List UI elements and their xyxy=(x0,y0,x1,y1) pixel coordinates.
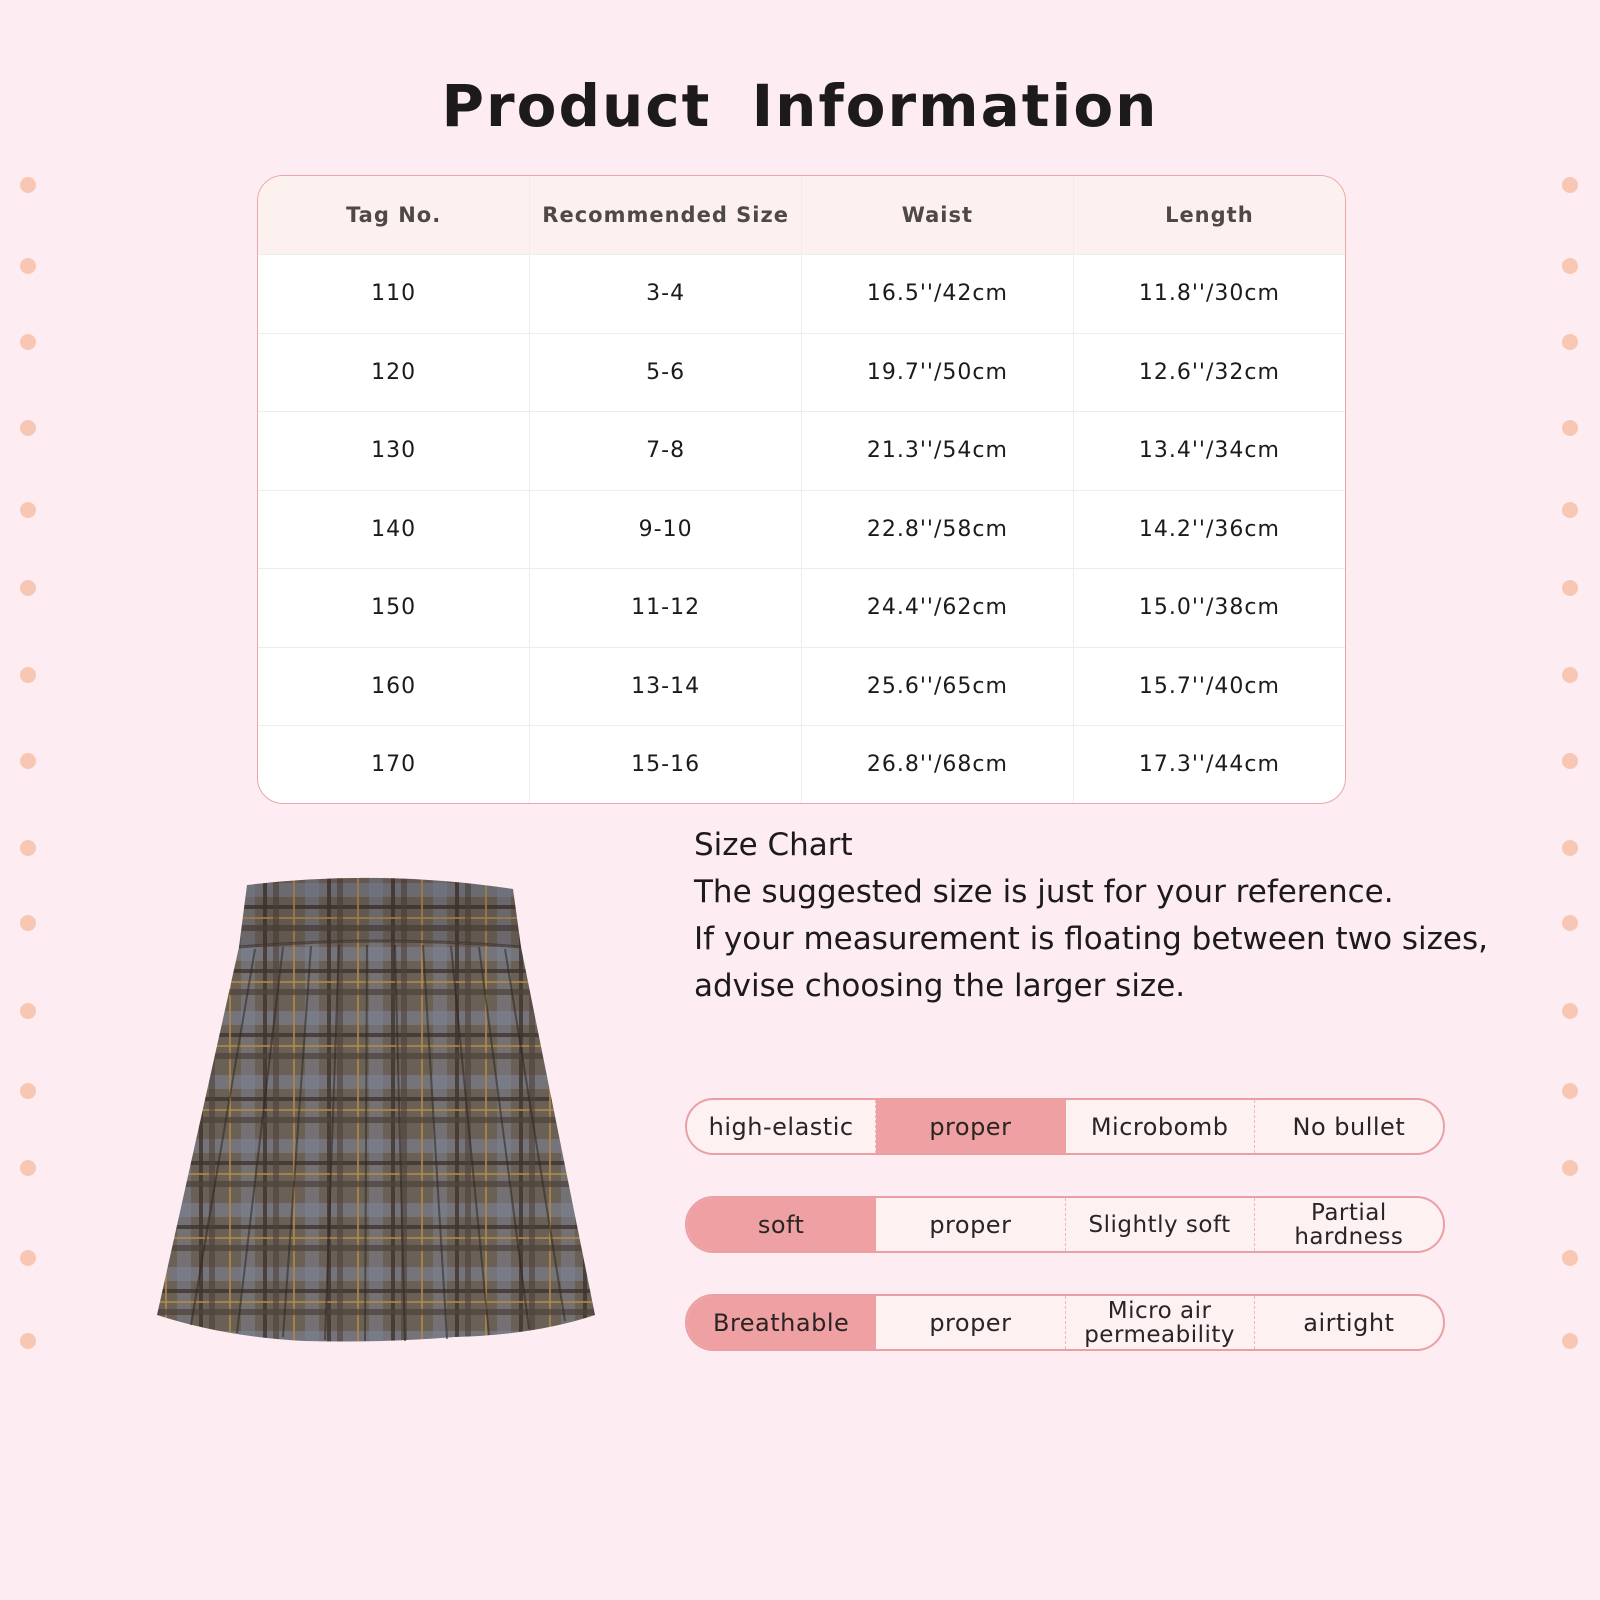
table-row xyxy=(258,412,1345,491)
column-header-length: Length xyxy=(1073,176,1345,255)
column-header-tag-no: Tag No. xyxy=(258,176,530,255)
cell-waist: 16.5''/42cm xyxy=(802,255,1074,334)
cell-recommended-size: 7-8 xyxy=(530,412,802,491)
breathability-option-breathable: Breathable xyxy=(687,1296,876,1349)
cell-recommended-size: 15-16 xyxy=(530,726,802,803)
breathability-option-micro-air-permeability: Micro air permeability xyxy=(1066,1296,1255,1349)
cell-tag-no: 120 xyxy=(258,333,530,412)
elasticity-option-microbomb: Microbomb xyxy=(1066,1100,1255,1153)
breathability-option-proper: proper xyxy=(876,1296,1065,1349)
table-row xyxy=(258,255,1345,334)
softness-option-partial-hardness: Partial hardness xyxy=(1294,1199,1404,1250)
elasticity-option-no-bullet: No bullet xyxy=(1292,1112,1406,1141)
cell-waist: 22.8''/58cm xyxy=(802,490,1074,569)
note-line: advise choosing the larger size. xyxy=(694,968,1186,1004)
cell-length: 11.8''/30cm xyxy=(1073,255,1345,334)
cell-waist: 26.8''/68cm xyxy=(802,726,1074,803)
cell-length: 15.0''/38cm xyxy=(1073,569,1345,648)
softness-scale xyxy=(685,1196,1445,1253)
softness-option-proper: proper xyxy=(876,1198,1065,1251)
breathability-option-airtight: airtight xyxy=(1303,1308,1395,1337)
cell-length: 12.6''/32cm xyxy=(1073,333,1345,412)
cell-waist: 24.4''/62cm xyxy=(802,569,1074,648)
note-heading: Size Chart xyxy=(694,827,853,863)
note-line: If your measurement is floating between two sizes, xyxy=(694,921,1488,957)
table-row xyxy=(258,726,1345,803)
cell-tag-no: 110 xyxy=(258,255,530,334)
table-row xyxy=(258,490,1345,569)
elasticity-option-high-elastic: high-elastic xyxy=(687,1100,876,1153)
cell-waist: 21.3''/54cm xyxy=(802,412,1074,491)
cell-length: 15.7''/40cm xyxy=(1073,647,1345,726)
table-row xyxy=(258,647,1345,726)
cell-recommended-size: 11-12 xyxy=(530,569,802,648)
softness-option-soft: soft xyxy=(687,1198,876,1251)
decorative-dots-right xyxy=(1556,0,1586,1600)
cell-waist: 25.6''/65cm xyxy=(802,647,1074,726)
column-header-recommended-size: Recommended Size xyxy=(530,176,802,255)
cell-recommended-size: 5-6 xyxy=(530,333,802,412)
size-table xyxy=(257,175,1346,804)
size-chart-note xyxy=(694,822,1494,1010)
skirt-product-image xyxy=(155,875,615,1375)
softness-option-slightly-soft: Slightly soft xyxy=(1066,1198,1255,1251)
cell-tag-no: 130 xyxy=(258,412,530,491)
page-title: Product Information xyxy=(441,72,1159,140)
column-header-waist: Waist xyxy=(802,176,1074,255)
cell-length: 14.2''/36cm xyxy=(1073,490,1345,569)
cell-tag-no: 160 xyxy=(258,647,530,726)
cell-tag-no: 170 xyxy=(258,726,530,803)
elasticity-option-proper: proper xyxy=(876,1100,1065,1153)
cell-waist: 19.7''/50cm xyxy=(802,333,1074,412)
decorative-dots-left xyxy=(14,0,44,1600)
cell-length: 13.4''/34cm xyxy=(1073,412,1345,491)
cell-tag-no: 140 xyxy=(258,490,530,569)
note-line: The suggested size is just for your reference. xyxy=(694,874,1394,910)
cell-length: 17.3''/44cm xyxy=(1138,752,1280,778)
table-row xyxy=(258,569,1345,648)
breathability-scale xyxy=(685,1294,1445,1351)
cell-recommended-size: 3-4 xyxy=(530,255,802,334)
cell-recommended-size: 9-10 xyxy=(530,490,802,569)
elasticity-scale xyxy=(685,1098,1445,1155)
table-header-row xyxy=(258,176,1345,255)
table-row xyxy=(258,333,1345,412)
cell-recommended-size: 13-14 xyxy=(530,647,802,726)
cell-tag-no: 150 xyxy=(258,569,530,648)
